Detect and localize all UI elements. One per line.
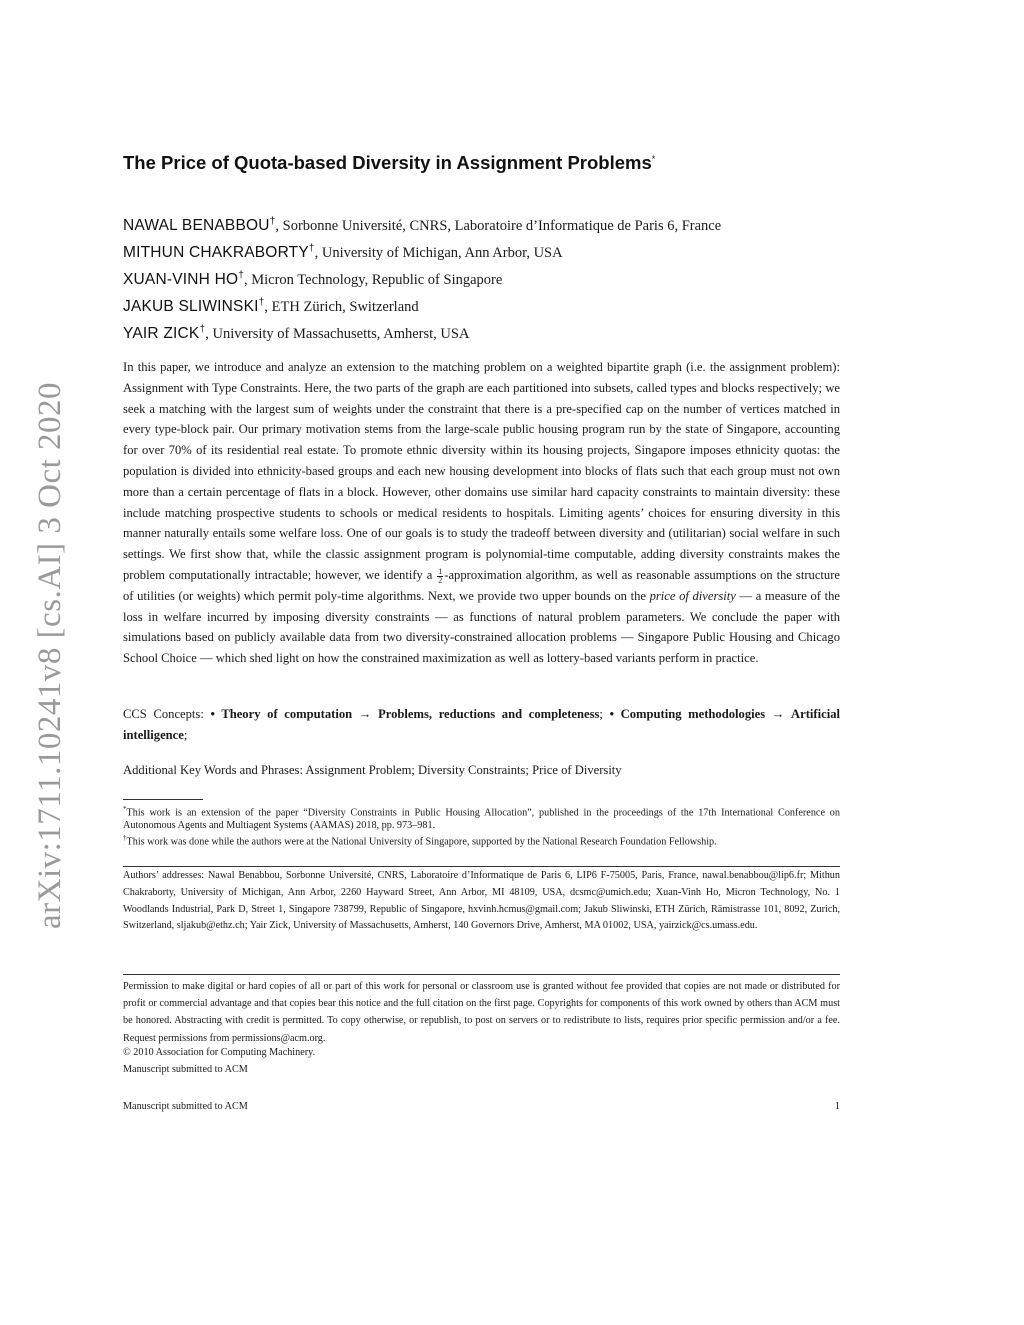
author-entry <box>123 208 843 235</box>
ccs-concept: • Theory of computation <box>210 707 353 721</box>
ccs-arrow: → <box>352 707 379 721</box>
one-half-fraction <box>437 568 443 585</box>
author-name-text: YAIR ZICK <box>123 325 200 343</box>
author-name <box>123 325 205 342</box>
author-name <box>123 271 244 288</box>
ccs-concept: Problems, reductions and completeness <box>378 707 600 721</box>
author-name-text: MITHUN CHAKRABORTY <box>123 244 309 262</box>
author-addresses: Authors’ addresses: Nawal Benabbou, Sorbonne Université, CNRS, Laboratoire d’Informatique de Paris 6, LIP6 F-75005, Paris, France, nawal.benabbou@lip6.fr; Mithun Chakraborty, University of Michigan, Ann Arbor, 2260 Hayward Street, Ann Arbor, MI 48109, USA, dcsmc@umich.edu; Xuan-Vinh Ho, Micron Technology, No. 1 Woodlands Industrial, Park D, Street 1, Singapore 738799, Republic of Singapore, hxvinh.hcmus@gmail.com; Jakub Sliwinski, ETH Zürich, Rämistrasse 101, 8092, Zurich, Switzerland, sljakub@ethz.ch; Yair Zick, University of Massachusetts, Amherst, 140 Governors Drive, Amherst, MA 01002, USA, yairzick@cs.umass.edu. <box>123 870 840 932</box>
page-number: 1 <box>834 1101 840 1112</box>
footnote <box>123 803 840 832</box>
author-entry <box>123 262 843 289</box>
divider <box>123 974 840 975</box>
abstract <box>123 357 840 669</box>
author-name <box>123 217 275 234</box>
footnotes <box>123 803 840 849</box>
author-list <box>123 208 843 343</box>
ccs-concept: Artificial intelligence <box>123 707 840 742</box>
author-name <box>123 244 315 261</box>
author-name <box>123 298 264 315</box>
author-affiliation: , ETH Zürich, Switzerland <box>264 299 419 316</box>
permission-notice: Permission to make digital or hard copies of all or part of this work for personal or classroom use is granted without fee provided that copies are not made or distributed for profit or commercial advantage and that copies bear this notice and the full citation on the first page. Copyrights for components of this work owned by others than ACM must be honored. Abstracting with credit is permitted. To copy otherwise, or republish, to post on servers or to redistribute to lists, requires prior specific permission and/or a fee. Request permissions from permissions@acm.org. <box>123 981 840 1044</box>
paper-title-text: The Price of Quota-based Diversity in Assignment Problems <box>123 152 652 173</box>
footnote-mark: * <box>123 805 127 813</box>
page-footer-left: Manuscript submitted to ACM <box>123 1101 248 1112</box>
footnote-text: This work was done while the authors were at the National University of Singapore, supported by the National Research Foundation Fellowship. <box>126 836 717 848</box>
divider <box>123 866 840 867</box>
footnote-mark: † <box>123 834 127 843</box>
arxiv-stamp-text: arXiv:1711.10241v8 [cs.AI] 3 Oct 2020 <box>31 381 68 929</box>
title-footnote-mark: * <box>651 153 656 164</box>
author-name-text: NAWAL BENABBOU <box>123 217 270 235</box>
author-mark: † <box>258 297 265 308</box>
manuscript-note: Manuscript submitted to ACM <box>123 1064 248 1075</box>
author-mark: † <box>308 243 315 254</box>
author-name-text: XUAN-VINH HO <box>123 271 239 289</box>
abstract-emphasis: price of diversity <box>649 588 736 603</box>
author-affiliation: , University of Michigan, Ann Arbor, USA <box>314 245 563 262</box>
abstract-text: -approximation algorithm, as well as reasonable assumptions on the structure of utilities (or weights) which permit poly-time algorithms. Next, we provide two upper bounds on the <box>123 567 840 603</box>
author-mark: † <box>199 324 206 335</box>
author-entry <box>123 316 843 343</box>
ccs-terminator: ; <box>183 727 188 742</box>
author-mark: † <box>269 216 276 227</box>
author-affiliation: , University of Massachusetts, Amherst, USA <box>205 326 470 343</box>
author-entry <box>123 235 843 262</box>
copyright-notice: © 2010 Association for Computing Machinery. <box>123 1047 316 1058</box>
abstract-text: — a measure of the loss in welfare incurred by imposing diversity constraints — as functions of natural problem parameters. We conclude the paper with simulations based on publicly available data from two diversity-constrained allocation problems — Singapore Public Housing and Chicago School Choice — which shed light on how the constrained maximization as well as lottery-based variants perform in practice. <box>123 588 840 666</box>
ccs-concept: • Computing methodologies <box>609 707 766 721</box>
footnote-rule <box>123 799 203 800</box>
ccs-concepts <box>123 704 840 746</box>
footnote <box>123 832 840 848</box>
author-affiliation: , Micron Technology, Republic of Singapore <box>243 272 503 289</box>
author-entry <box>123 289 843 316</box>
ccs-arrow: → <box>765 707 792 721</box>
author-affiliation: , Sorbonne Université, CNRS, Laboratoire d’Informatique de Paris 6, France <box>275 218 722 235</box>
fraction-denominator: 2 <box>438 575 443 585</box>
fraction-numerator: 1 <box>438 566 443 576</box>
author-name-text: JAKUB SLIWINSKI <box>123 298 259 316</box>
footnote-text: This work is an extension of the paper “Diversity Constraints in Public Housing Allocation”, published in the proceedings of the 17th International Conference on Autonomous Agents and Multiagent Systems (AAMAS) 2018, pp. 973–981. <box>123 807 840 832</box>
abstract-text: In this paper, we introduce and analyze an extension to the matching problem on a weighted bipartite graph (i.e. the assignment problem): Assignment with Type Constraints. Here, the two parts of the graph are each partitioned into subsets, called types and blocks respectively; we seek a matching with the largest sum of weights under the constraint that there is a pre-specified cap on the number of vertices matched in every type-block pair. Our primary motivation stems from the large-scale public housing program run by the state of Singapore, accounting for over 70% of its residential real estate. To promote ethnic diversity within its housing projects, Singapore imposes ethnicity quotas: the population is divided into ethnicity-based groups and each new housing development into blocks of flats such that each group must not own more than a certain percentage of flats in a block. However, other domains use similar hard capacity constraints to maintain diversity: these include matching prospective students to schools or medical residents to hospitals. Limiting agents’ choices for ensuring diversity in this manner naturally entails some welfare loss. One of our goals is to study the tradeoff between diversity and (utilitarian) social welfare in such settings. We first show that, while the classic assignment program is polynomial-time computable, adding diversity constraints makes the problem computationally intractable; however, we identify a <box>123 360 840 582</box>
author-mark: † <box>238 270 244 281</box>
ccs-label: CCS Concepts: <box>123 707 211 721</box>
arxiv-stamp <box>32 375 68 935</box>
keywords: Additional Key Words and Phrases: Assignment Problem; Diversity Constraints; Price of Diversity <box>123 763 622 777</box>
ccs-separator: ; <box>599 707 610 721</box>
paper-title <box>123 152 843 174</box>
